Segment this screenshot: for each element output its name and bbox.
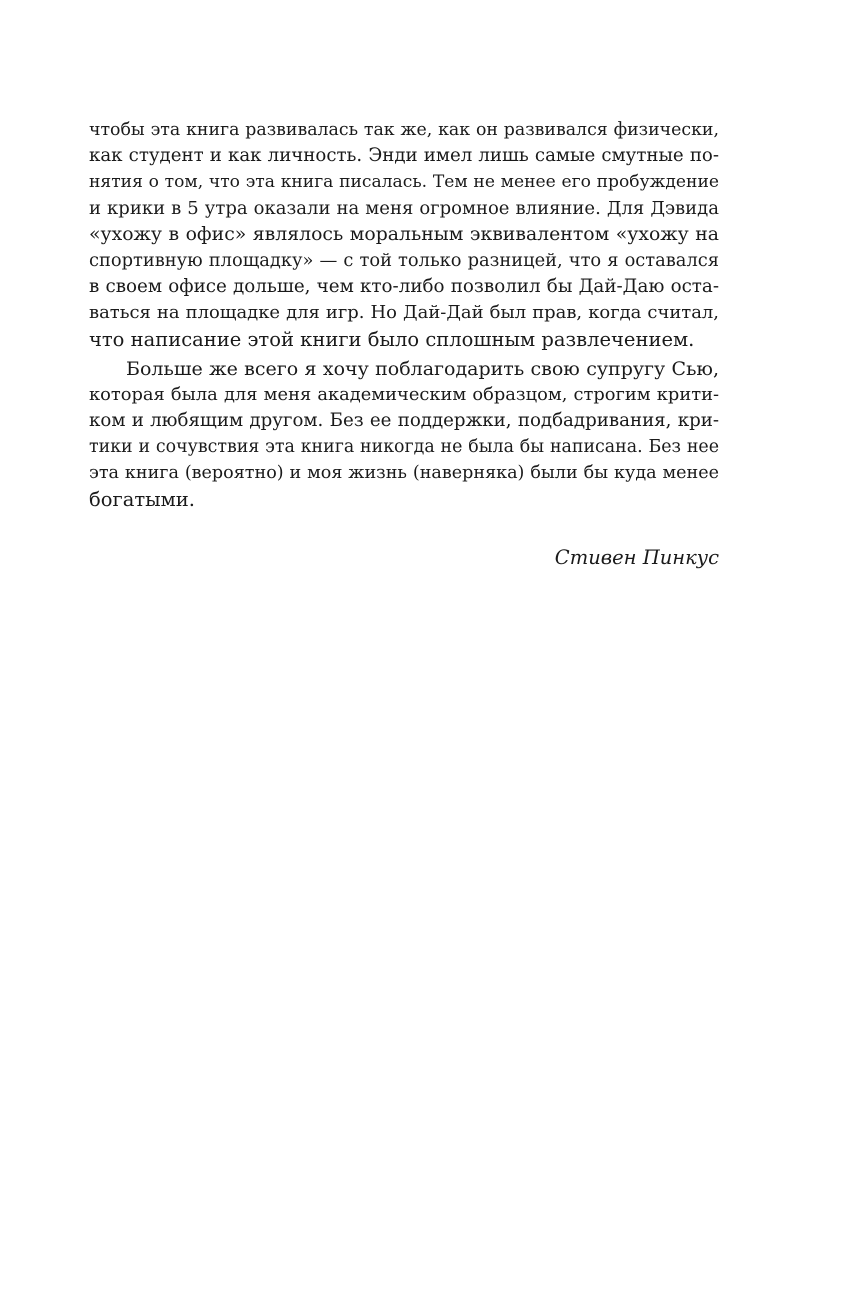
text-line: как студент и как личность. Энди имел лишь самые смутные по- (89, 145, 719, 167)
text-line: что написание этой книги было сплошным развлечением. (89, 327, 695, 351)
text-line: и крики в 5 утра оказали на меня огромное влияние. Для Дэвида (89, 197, 719, 219)
author-signature: Стивен Пинкус (554, 546, 719, 569)
paragraph-1 (89, 117, 719, 353)
text-line: ком и любящим другом. Без ее поддержки, подбадривания, кри- (89, 410, 719, 432)
text-line: богатыми. (89, 487, 195, 511)
text-line: чтобы эта книга развивалась так же, как он развивался физически, (89, 120, 719, 140)
paragraph-2 (89, 356, 719, 513)
text-line: спортивную площадку» — с той только разницей, что я оставался (89, 249, 719, 271)
text-line: которая была для меня академическим образцом, строгим крити- (89, 383, 719, 405)
text-line: «ухожу в офис» являлось моральным эквивалентом «ухожу на (89, 223, 719, 245)
text-line: в своем офисе дольше, чем кто-либо позволил бы Дай-Даю оста- (89, 276, 719, 298)
text-line: Больше же всего я хочу поблагодарить свою супругу Сью, (126, 357, 719, 380)
text-line: нятия о том, что эта книга писалась. Тем не менее его пробуждение (89, 172, 719, 193)
text-line: ваться на площадке для игр. Но Дай-Дай был прав, когда считал, (89, 302, 719, 324)
text-line: эта книга (вероятно) и моя жизнь (наверняка) были бы куда менее (89, 463, 719, 484)
text-line: тики и сочувствия эта книга никогда не была бы написана. Без нее (89, 437, 719, 458)
page-body (89, 117, 719, 569)
